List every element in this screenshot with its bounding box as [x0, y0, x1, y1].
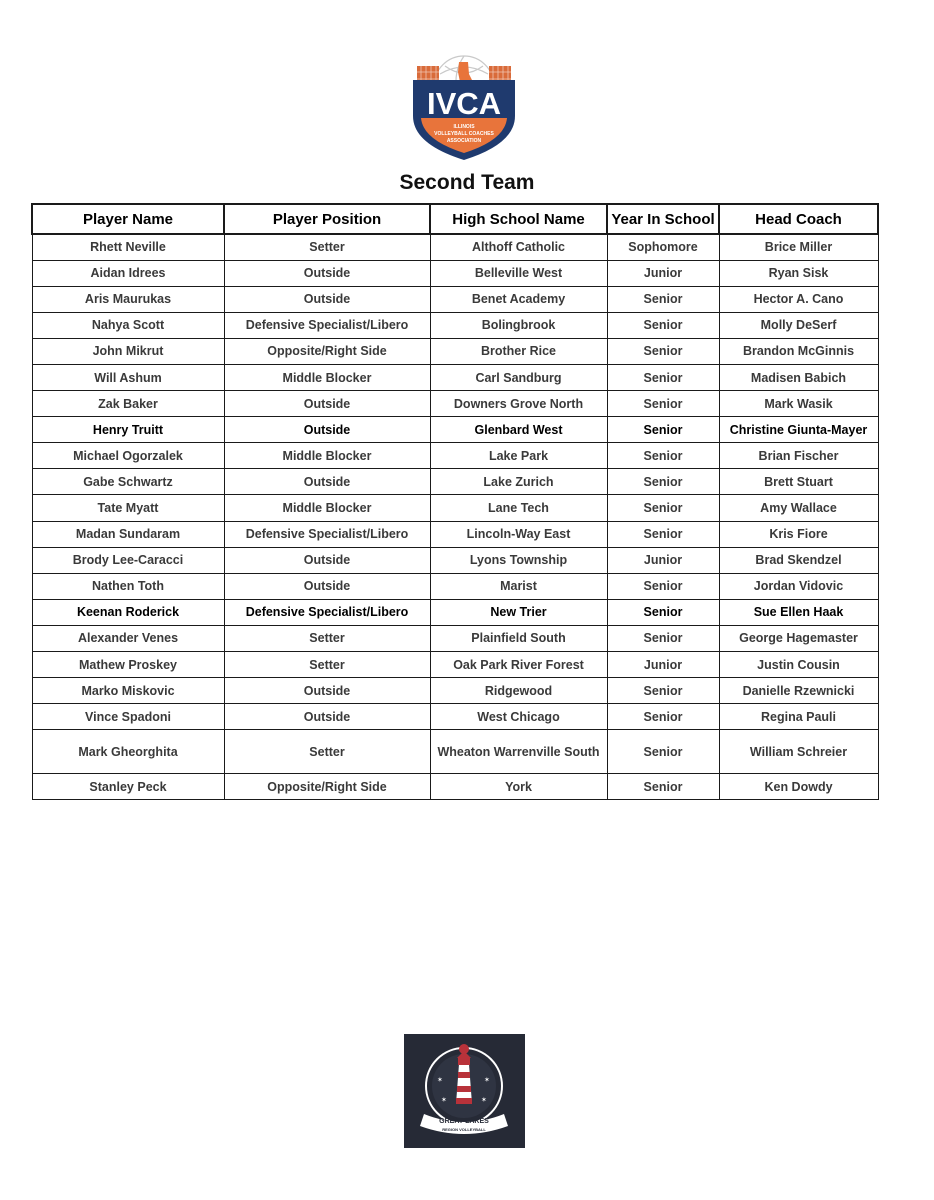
cell-high-school-name: New Trier	[430, 599, 607, 625]
cell-year-in-school: Senior	[607, 417, 719, 443]
cell-head-coach: William Schreier	[719, 730, 878, 774]
cell-head-coach: Brice Miller	[719, 234, 878, 260]
cell-player-name: Stanley Peck	[32, 774, 224, 800]
table-row	[32, 312, 878, 338]
cell-player-position: Opposite/Right Side	[224, 774, 430, 800]
table-row	[32, 364, 878, 390]
cell-player-name: Michael Ogorzalek	[32, 443, 224, 469]
cell-year-in-school: Senior	[607, 286, 719, 312]
table-row	[32, 652, 878, 678]
table-header-row	[32, 204, 878, 234]
table-row	[32, 391, 878, 417]
svg-text:VOLLEYBALL COACHES: VOLLEYBALL COACHES	[434, 131, 494, 137]
cell-high-school-name: Marist	[430, 573, 607, 599]
table-row	[32, 417, 878, 443]
cell-head-coach: Danielle Rzewnicki	[719, 678, 878, 704]
cell-player-name: Zak Baker	[32, 391, 224, 417]
cell-player-position: Outside	[224, 260, 430, 286]
cell-player-position: Outside	[224, 391, 430, 417]
cell-head-coach: Brett Stuart	[719, 469, 878, 495]
svg-text:✶: ✶	[481, 1097, 487, 1104]
table-row	[32, 443, 878, 469]
cell-year-in-school: Senior	[607, 364, 719, 390]
cell-player-position: Outside	[224, 417, 430, 443]
cell-year-in-school: Senior	[607, 338, 719, 364]
cell-head-coach: Jordan Vidovic	[719, 573, 878, 599]
cell-player-name: Mark Gheorghita	[32, 730, 224, 774]
table-row	[32, 774, 878, 800]
column-header-player-position: Player Position	[224, 204, 430, 234]
cell-year-in-school: Senior	[607, 730, 719, 774]
cell-player-position: Middle Blocker	[224, 495, 430, 521]
cell-player-position: Setter	[224, 234, 430, 260]
cell-year-in-school: Junior	[607, 652, 719, 678]
cell-player-position: Middle Blocker	[224, 443, 430, 469]
cell-year-in-school: Senior	[607, 391, 719, 417]
cell-player-position: Defensive Specialist/Libero	[224, 521, 430, 547]
table-row	[32, 599, 878, 625]
cell-high-school-name: Lane Tech	[430, 495, 607, 521]
cell-high-school-name: Belleville West	[430, 260, 607, 286]
cell-year-in-school: Senior	[607, 521, 719, 547]
cell-player-position: Setter	[224, 625, 430, 651]
cell-high-school-name: Lincoln-Way East	[430, 521, 607, 547]
cell-head-coach: Molly DeSerf	[719, 312, 878, 338]
great-lakes-logo	[404, 1034, 525, 1148]
cell-player-name: Henry Truitt	[32, 417, 224, 443]
svg-text:✶: ✶	[441, 1097, 447, 1104]
cell-year-in-school: Senior	[607, 599, 719, 625]
ivca-logo	[405, 52, 523, 164]
cell-player-position: Setter	[224, 730, 430, 774]
cell-high-school-name: Lyons Township	[430, 547, 607, 573]
cell-player-position: Outside	[224, 286, 430, 312]
table-row	[32, 469, 878, 495]
cell-player-position: Setter	[224, 652, 430, 678]
cell-player-name: Nathen Toth	[32, 573, 224, 599]
cell-player-position: Outside	[224, 704, 430, 730]
table-row	[32, 704, 878, 730]
cell-high-school-name: Wheaton Warrenville South	[430, 730, 607, 774]
great-lakes-logo-text: GREAT LAKES	[439, 1118, 489, 1125]
cell-head-coach: Amy Wallace	[719, 495, 878, 521]
cell-high-school-name: York	[430, 774, 607, 800]
cell-player-name: Tate Myatt	[32, 495, 224, 521]
table-row	[32, 573, 878, 599]
cell-head-coach: Mark Wasik	[719, 391, 878, 417]
column-header-head-coach: Head Coach	[719, 204, 878, 234]
cell-high-school-name: Oak Park River Forest	[430, 652, 607, 678]
cell-player-position: Defensive Specialist/Libero	[224, 599, 430, 625]
table-row	[32, 260, 878, 286]
cell-year-in-school: Junior	[607, 260, 719, 286]
cell-head-coach: Christine Giunta-Mayer	[719, 417, 878, 443]
cell-player-name: Rhett Neville	[32, 234, 224, 260]
cell-head-coach: Kris Fiore	[719, 521, 878, 547]
roster-table	[31, 203, 879, 800]
table-row	[32, 547, 878, 573]
cell-high-school-name: Glenbard West	[430, 417, 607, 443]
cell-head-coach: Ryan Sisk	[719, 260, 878, 286]
cell-head-coach: Madisen Babich	[719, 364, 878, 390]
cell-year-in-school: Senior	[607, 443, 719, 469]
cell-year-in-school: Senior	[607, 495, 719, 521]
ivca-logo-text: IVCA	[426, 86, 502, 121]
cell-head-coach: Justin Cousin	[719, 652, 878, 678]
cell-year-in-school: Senior	[607, 469, 719, 495]
column-header-player-name: Player Name	[32, 204, 224, 234]
cell-high-school-name: Brother Rice	[430, 338, 607, 364]
cell-player-name: Vince Spadoni	[32, 704, 224, 730]
cell-player-name: Marko Miskovic	[32, 678, 224, 704]
svg-text:ASSOCIATION: ASSOCIATION	[446, 138, 482, 144]
cell-high-school-name: Plainfield South	[430, 625, 607, 651]
cell-player-name: Keenan Roderick	[32, 599, 224, 625]
table-row	[32, 338, 878, 364]
column-header-year-in-school: Year In School	[607, 204, 719, 234]
cell-high-school-name: Bolingbrook	[430, 312, 607, 338]
cell-player-name: Alexander Venes	[32, 625, 224, 651]
cell-player-position: Defensive Specialist/Libero	[224, 312, 430, 338]
cell-year-in-school: Junior	[607, 547, 719, 573]
cell-year-in-school: Senior	[607, 704, 719, 730]
cell-high-school-name: Althoff Catholic	[430, 234, 607, 260]
cell-head-coach: Sue Ellen Haak	[719, 599, 878, 625]
cell-head-coach: Regina Pauli	[719, 704, 878, 730]
cell-player-name: Gabe Schwartz	[32, 469, 224, 495]
cell-head-coach: George Hagemaster	[719, 625, 878, 651]
cell-player-name: Brody Lee-Caracci	[32, 547, 224, 573]
cell-player-name: Aidan Idrees	[32, 260, 224, 286]
cell-high-school-name: Lake Zurich	[430, 469, 607, 495]
great-lakes-logo-subtext: REGION VOLLEYBALL	[442, 1127, 486, 1132]
cell-player-position: Outside	[224, 547, 430, 573]
roster-body	[32, 234, 878, 800]
cell-year-in-school: Sophomore	[607, 234, 719, 260]
page-title: Second Team	[399, 171, 535, 194]
table-row	[32, 521, 878, 547]
table-row	[32, 234, 878, 260]
column-header-high-school-name: High School Name	[430, 204, 607, 234]
cell-player-position: Opposite/Right Side	[224, 338, 430, 364]
cell-high-school-name: Downers Grove North	[430, 391, 607, 417]
cell-high-school-name: Ridgewood	[430, 678, 607, 704]
cell-head-coach: Brandon McGinnis	[719, 338, 878, 364]
cell-year-in-school: Senior	[607, 678, 719, 704]
cell-player-name: Nahya Scott	[32, 312, 224, 338]
cell-year-in-school: Senior	[607, 774, 719, 800]
svg-text:ILLINOIS: ILLINOIS	[453, 124, 475, 130]
cell-head-coach: Ken Dowdy	[719, 774, 878, 800]
cell-player-position: Outside	[224, 573, 430, 599]
cell-high-school-name: Lake Park	[430, 443, 607, 469]
table-row	[32, 730, 878, 774]
cell-player-position: Outside	[224, 469, 430, 495]
cell-year-in-school: Senior	[607, 312, 719, 338]
cell-player-position: Outside	[224, 678, 430, 704]
cell-player-name: Mathew Proskey	[32, 652, 224, 678]
cell-player-name: Aris Maurukas	[32, 286, 224, 312]
cell-player-name: John Mikrut	[32, 338, 224, 364]
cell-year-in-school: Senior	[607, 573, 719, 599]
cell-high-school-name: Carl Sandburg	[430, 364, 607, 390]
table-row	[32, 286, 878, 312]
table-row	[32, 625, 878, 651]
cell-player-name: Madan Sundaram	[32, 521, 224, 547]
cell-high-school-name: West Chicago	[430, 704, 607, 730]
cell-year-in-school: Senior	[607, 625, 719, 651]
cell-head-coach: Brad Skendzel	[719, 547, 878, 573]
cell-head-coach: Hector A. Cano	[719, 286, 878, 312]
cell-high-school-name: Benet Academy	[430, 286, 607, 312]
cell-player-name: Will Ashum	[32, 364, 224, 390]
svg-text:✶: ✶	[437, 1077, 443, 1084]
cell-player-position: Middle Blocker	[224, 364, 430, 390]
cell-head-coach: Brian Fischer	[719, 443, 878, 469]
table-row	[32, 678, 878, 704]
table-row	[32, 495, 878, 521]
svg-text:✶: ✶	[484, 1077, 490, 1084]
